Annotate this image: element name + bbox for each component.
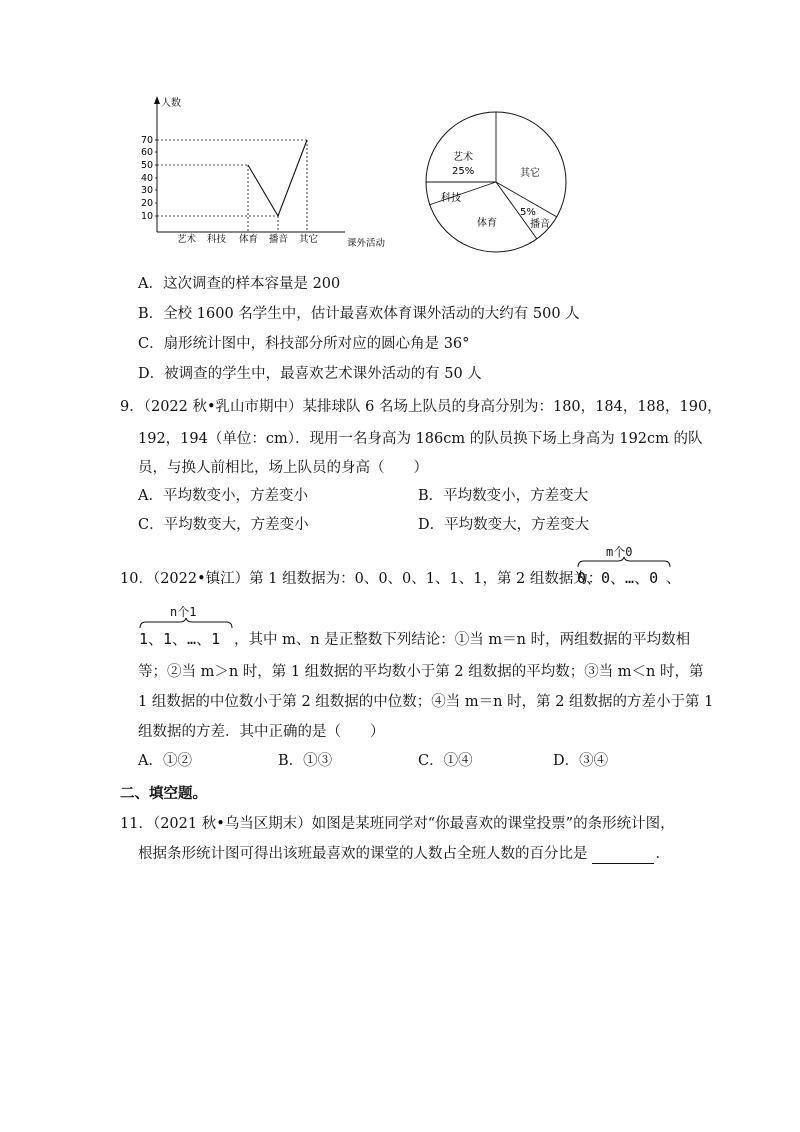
line-chart-figure <box>135 90 395 255</box>
q10-brace1-label: m个0 <box>606 545 633 559</box>
pie-label-art-pct: 25% <box>452 166 475 177</box>
q11-line-2-text: 根据条形统计图可得出该班最喜欢的课堂的人数占全班人数的百分比是 <box>138 846 588 862</box>
pie-label-broadcast: 播音 <box>530 219 550 230</box>
pie-chart-figure <box>420 95 575 255</box>
y-axis-arrow <box>154 96 160 104</box>
y-tick: 40 <box>141 173 154 184</box>
pie-label-sports: 体育 <box>477 218 497 229</box>
pie-label-other: 其它 <box>520 168 540 179</box>
q9-line-3: 员，与换人前相比，场上队员的身高（ ） <box>138 460 428 476</box>
y-tick: 20 <box>141 198 154 209</box>
y-tick: 60 <box>141 147 154 158</box>
x-category: 其它 <box>299 234 319 245</box>
section-title: 二、填空题。 <box>120 785 207 802</box>
data-line <box>248 140 307 216</box>
q10-brace1-tail: 、 <box>666 571 681 587</box>
q9-option-d: D．平均数变大，方差变大 <box>418 517 590 533</box>
q11-line-1: 11．（2021 秋•乌当区期末）如图是某班同学对“你最喜欢的课堂投票”的条形统计图， <box>120 816 675 832</box>
x-category: 播音 <box>269 234 289 245</box>
q9-line-2: 192，194（单位：cm）．现用一名身高为 186cm 的队员换下场上身高为 192cm 的队 <box>138 431 703 447</box>
q9-option-b: B．平均数变小，方差变大 <box>418 488 589 504</box>
q9-option-c: C．平均数变大，方差变小 <box>138 517 309 533</box>
q10-brace2-label: n个1 <box>170 605 197 619</box>
x-category: 艺术 <box>177 234 197 245</box>
q10-option-a: A．①② <box>138 753 192 769</box>
q9-line-1: 9．（2022 秋•乳山市期中）某排球队 6 名场上队员的身高分别为：180，184，188，190， <box>120 399 722 415</box>
x-category: 科技 <box>207 234 227 245</box>
q8-option-a: A．这次调查的样本容量是 200 <box>138 276 341 292</box>
x-axis-label: 课外活动 <box>347 238 386 249</box>
pie-label-art: 艺术 <box>453 152 473 163</box>
q8-option-d: D．被调查的学生中，最喜欢艺术课外活动的有 50 人 <box>138 366 482 382</box>
y-axis-label: 人数 <box>161 98 181 109</box>
q10-line-2-rest: ，其中 m、n 是正整数下列结论：①当 m＝n 时，两组数据的平均数相 <box>234 632 691 648</box>
q10-option-c: C．①④ <box>418 753 473 769</box>
y-tick: 70 <box>141 135 154 146</box>
q10-line-1: 10．（2022•镇江）第 1 组数据为：0、0、0、1、1、1，第 2 组数据为： <box>120 571 603 587</box>
y-tick: 30 <box>141 185 154 196</box>
q10-line-4: 1 组数据的中位数小于第 2 组数据的中位数；④当 m＝n 时，第 2 组数据的方差小于第 1 <box>138 694 714 710</box>
q10-option-b: B．①③ <box>278 753 333 769</box>
answer-blank[interactable] <box>592 849 654 864</box>
pie-label-broadcast-pct: 5% <box>520 207 536 218</box>
pie-label-tech: 科技 <box>441 193 461 204</box>
y-tick: 10 <box>141 211 154 222</box>
q10-line-5: 组数据的方差．其中正确的是（ ） <box>138 724 385 740</box>
y-tick: 50 <box>141 160 154 171</box>
q10-line-3: 等；②当 m＞n 时，第 1 组数据的平均数小于第 2 组数据的平均数；③当 m＜n 时，第 <box>138 664 704 680</box>
q10-brace1-seq: 0、0、…、0 <box>577 569 659 587</box>
q8-option-c: C．扇形统计图中，科技部分所对应的圆心角是 36° <box>138 336 470 352</box>
q8-option-b: B．全校 1600 名学生中，估计最喜欢体育课外活动的大约有 500 人 <box>138 306 580 322</box>
x-category: 体育 <box>239 234 259 245</box>
q10-option-d: D．③④ <box>553 753 609 769</box>
q9-option-a: A．平均数变小，方差变小 <box>138 488 308 504</box>
q11-line-2 <box>138 844 670 864</box>
q11-line-2-end: ． <box>655 846 670 862</box>
q10-brace2-seq: 1、1、…、1 <box>139 630 221 648</box>
